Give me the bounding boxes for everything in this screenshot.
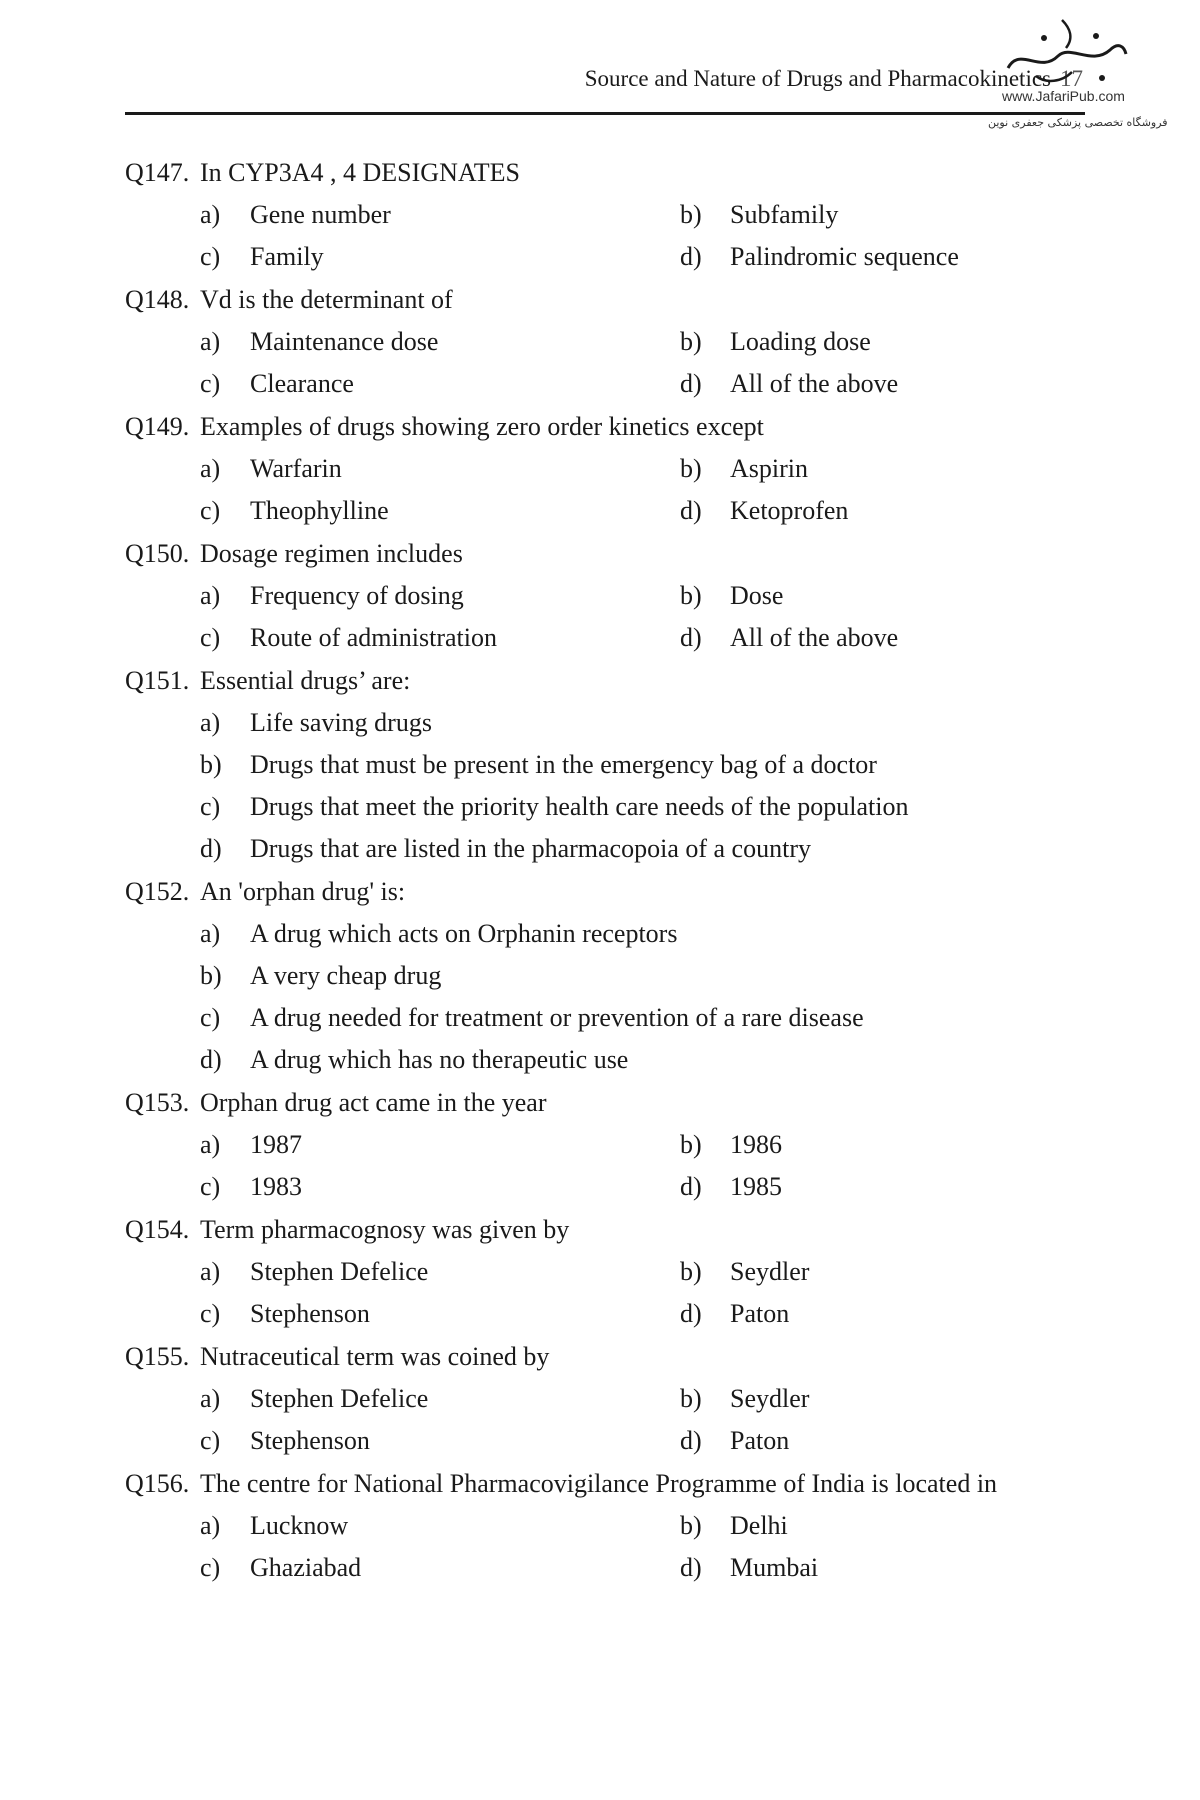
option-text: A drug needed for treatment or prevention of a rare disease (250, 1003, 864, 1032)
question-number: Q153. (125, 1088, 190, 1117)
option-letter: d) (680, 1299, 702, 1328)
option-letter: b) (680, 454, 702, 483)
answer-option (680, 1509, 1080, 1543)
option-letter: b) (200, 750, 222, 779)
answer-option (200, 706, 1080, 740)
question-text: Dosage regimen includes (200, 539, 463, 568)
answer-option (680, 1424, 1080, 1458)
option-letter: b) (680, 1257, 702, 1286)
option-text: Paton (730, 1299, 790, 1328)
answer-option (200, 579, 680, 613)
option-letter: c) (200, 623, 221, 652)
question-number: Q149. (125, 412, 190, 441)
question-list (125, 156, 1085, 1585)
option-text: Palindromic sequence (730, 242, 959, 271)
answer-option (200, 1043, 1080, 1077)
question-number: Q156. (125, 1469, 190, 1498)
option-text: Dose (730, 581, 784, 610)
option-text: Aspirin (730, 454, 808, 483)
question-number: Q148. (125, 285, 190, 314)
question-stem (125, 410, 1085, 444)
option-letter: a) (200, 200, 221, 229)
answer-option (680, 325, 1080, 359)
answer-option (680, 367, 1080, 401)
answer-option (680, 240, 1080, 274)
option-letter: a) (200, 454, 221, 483)
question-number: Q150. (125, 539, 190, 568)
option-text: Seydler (730, 1384, 810, 1413)
option-letter: c) (200, 242, 221, 271)
option-text: Stephen Defelice (250, 1257, 429, 1286)
option-text: Stephenson (250, 1426, 370, 1455)
option-letter: d) (680, 369, 702, 398)
option-letter: b) (680, 1511, 702, 1540)
option-list (125, 1120, 1085, 1204)
option-letter: a) (200, 327, 221, 356)
question-stem (125, 1086, 1085, 1120)
answer-option (200, 832, 1080, 866)
option-letter: a) (200, 919, 221, 948)
option-letter: b) (680, 1130, 702, 1159)
question-text: Vd is the determinant of (200, 285, 453, 314)
option-list (125, 698, 1085, 866)
answer-option (200, 325, 680, 359)
option-letter: a) (200, 708, 221, 737)
answer-option (680, 1551, 1080, 1585)
option-letter: d) (200, 1045, 222, 1074)
answer-option (200, 1424, 680, 1458)
answer-option (680, 1255, 1080, 1289)
option-text: All of the above (730, 369, 899, 398)
option-text: Delhi (730, 1511, 788, 1540)
option-text: Life saving drugs (250, 708, 432, 737)
option-letter: a) (200, 581, 221, 610)
option-letter: c) (200, 1426, 221, 1455)
option-list (125, 909, 1085, 1077)
logo-url: www.JafariPub.com (1002, 88, 1125, 104)
option-text: Ketoprofen (730, 496, 849, 525)
option-text: 1987 (250, 1130, 302, 1159)
answer-option (200, 240, 680, 274)
option-list (125, 1501, 1085, 1585)
question-stem (125, 1340, 1085, 1374)
option-letter: c) (200, 1553, 221, 1582)
question-number: Q155. (125, 1342, 190, 1371)
logo-persian-text: فروشگاه تخصصی پزشکی جعفری نوین (988, 116, 1168, 129)
answer-option (200, 1382, 680, 1416)
answer-option (200, 1255, 680, 1289)
option-letter: d) (680, 1172, 702, 1201)
answer-option (200, 1509, 680, 1543)
option-letter: b) (680, 581, 702, 610)
answer-option (680, 1170, 1080, 1204)
option-text: Stephenson (250, 1299, 370, 1328)
option-letter: d) (680, 623, 702, 652)
answer-option (680, 452, 1080, 486)
option-text: Lucknow (250, 1511, 349, 1540)
option-letter: b) (680, 1384, 702, 1413)
option-list (125, 190, 1085, 274)
option-letter: b) (200, 961, 222, 990)
question-text: The centre for National Pharmacovigilance Programme of India is located in (200, 1469, 998, 1498)
option-text: Seydler (730, 1257, 810, 1286)
option-letter: c) (200, 496, 221, 525)
answer-option (200, 917, 1080, 951)
option-text: Drugs that are listed in the pharmacopoia of a country (250, 834, 811, 863)
option-text: 1985 (730, 1172, 782, 1201)
option-letter: a) (200, 1384, 221, 1413)
option-text: Family (250, 242, 324, 271)
question-number: Q151. (125, 666, 190, 695)
option-list (125, 444, 1085, 528)
answer-option (200, 1297, 680, 1331)
option-letter: b) (680, 200, 702, 229)
answer-option (680, 1128, 1080, 1162)
option-text: Warfarin (250, 454, 342, 483)
option-letter: c) (200, 1172, 221, 1201)
question-stem (125, 1213, 1085, 1247)
option-letter: d) (200, 834, 222, 863)
question-stem (125, 537, 1085, 571)
option-letter: c) (200, 1299, 221, 1328)
answer-option (200, 1170, 680, 1204)
calligraphy-logo-icon (1000, 16, 1130, 90)
option-letter: a) (200, 1257, 221, 1286)
option-text: Paton (730, 1426, 790, 1455)
answer-option (680, 494, 1080, 528)
question-stem (125, 664, 1085, 698)
answer-option (680, 198, 1080, 232)
option-text: Gene number (250, 200, 391, 229)
header-title: Source and Nature of Drugs and Pharmacokinetics (584, 66, 1051, 91)
option-text: Clearance (250, 369, 354, 398)
option-text: 1983 (250, 1172, 302, 1201)
question-text: Examples of drugs showing zero order kinetics except (200, 412, 764, 441)
option-text: Mumbai (730, 1553, 819, 1582)
question-number: Q154. (125, 1215, 190, 1244)
question-stem (125, 875, 1085, 909)
option-letter: d) (680, 1426, 702, 1455)
publisher-logo (988, 16, 1168, 136)
option-text: Route of administration (250, 623, 497, 652)
option-list (125, 317, 1085, 401)
option-text: A very cheap drug (250, 961, 442, 990)
answer-option (200, 494, 680, 528)
option-letter: a) (200, 1511, 221, 1540)
question-text: Orphan drug act came in the year (200, 1088, 547, 1117)
option-letter: c) (200, 792, 221, 821)
option-letter: b) (680, 327, 702, 356)
answer-option (200, 748, 1080, 782)
page-number: 17 (1060, 66, 1083, 91)
option-list (125, 571, 1085, 655)
option-text: Drugs that meet the priority health care needs of the population (250, 792, 909, 821)
option-text: Drugs that must be present in the emergency bag of a doctor (250, 750, 877, 779)
option-letter: c) (200, 369, 221, 398)
question-number: Q152. (125, 877, 190, 906)
option-text: Maintenance dose (250, 327, 439, 356)
question-text: Term pharmacognosy was given by (200, 1215, 570, 1244)
answer-option (680, 579, 1080, 613)
question-text: An 'orphan drug' is: (200, 877, 406, 906)
option-letter: d) (680, 1553, 702, 1582)
option-text: A drug which acts on Orphanin receptors (250, 919, 678, 948)
question-stem (125, 283, 1085, 317)
question-number: Q147. (125, 158, 190, 187)
question-stem (125, 156, 1085, 190)
answer-option (200, 1551, 680, 1585)
answer-option (200, 452, 680, 486)
answer-option (200, 621, 680, 655)
option-list (125, 1247, 1085, 1331)
answer-option (200, 198, 680, 232)
option-text: Loading dose (730, 327, 871, 356)
option-text: Stephen Defelice (250, 1384, 429, 1413)
question-text: Essential drugs’ are: (200, 666, 411, 695)
option-letter: d) (680, 496, 702, 525)
option-text: 1986 (730, 1130, 782, 1159)
answer-option (200, 367, 680, 401)
option-text: Subfamily (730, 200, 839, 229)
option-letter: c) (200, 1003, 221, 1032)
option-letter: a) (200, 1130, 221, 1159)
answer-option (680, 621, 1080, 655)
option-text: Frequency of dosing (250, 581, 464, 610)
option-text: Ghaziabad (250, 1553, 362, 1582)
answer-option (680, 1382, 1080, 1416)
answer-option (200, 1001, 1080, 1035)
option-text: All of the above (730, 623, 899, 652)
option-text: A drug which has no therapeutic use (250, 1045, 629, 1074)
option-text: Theophylline (250, 496, 389, 525)
answer-option (200, 790, 1080, 824)
question-text: Nutraceutical term was coined by (200, 1342, 550, 1371)
question-text: In CYP3A4 , 4 DESIGNATES (200, 158, 520, 187)
option-list (125, 1374, 1085, 1458)
page-header (125, 60, 1085, 115)
option-letter: d) (680, 242, 702, 271)
answer-option (200, 1128, 680, 1162)
answer-option (680, 1297, 1080, 1331)
answer-option (200, 959, 1080, 993)
question-stem (125, 1467, 1085, 1501)
